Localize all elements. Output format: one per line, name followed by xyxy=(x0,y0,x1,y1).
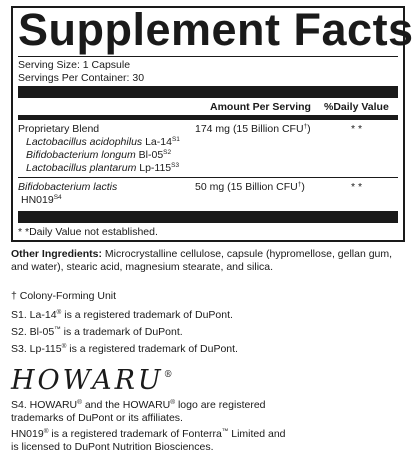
cfu-note: † Colony-Forming Unit xyxy=(11,290,117,302)
thick-divider-bottom xyxy=(18,211,398,223)
strain-lp115: Lactobacillus plantarum $Lp-115^{S3}$ xyxy=(26,162,180,174)
row-rule xyxy=(18,177,398,178)
lactis-species: Bifidobacterium lactis xyxy=(18,181,118,193)
lactis-amount: 50 mg (15 Billion CFU†) xyxy=(195,181,305,193)
dagger-mark: † xyxy=(303,123,308,130)
strain-bl05: Bifidobacterium longum $Bl-05^{S2}$ xyxy=(26,149,172,161)
amount-header: Amount Per Serving xyxy=(210,101,311,113)
note-s3: S3. Lp-115® is a registered trademark of DuPont. xyxy=(11,343,238,355)
daily-value-header: %Daily Value xyxy=(324,101,389,113)
medium-divider xyxy=(18,115,398,120)
blend-name: Proprietary Blend xyxy=(18,123,100,135)
other-ingredients: Other Ingredients: Microcrystalline cellulose, capsule (hypromellose, gellan gum, and water), stearic acid, magnesium stearate, and silica. xyxy=(11,248,393,273)
title-rule xyxy=(18,56,398,57)
daily-value-footnote: * *Daily Value not established. xyxy=(18,226,158,238)
blend-amount: 174 mg (15 Billion CFU†) xyxy=(195,123,311,135)
strain-la14: Lactobacillus acidophilus $La-14^{S1}$ xyxy=(26,136,180,148)
note-s1: S1. La-14® is a registered trademark of DuPont. xyxy=(11,309,233,321)
serving-size: Serving Size: 1 Capsule xyxy=(18,59,131,71)
blend-dv: * * xyxy=(351,123,363,135)
servings-per-container: Servings Per Container: 30 xyxy=(18,72,145,84)
panel-title: Supplement Facts xyxy=(18,4,414,55)
supplement-facts-panel xyxy=(11,4,414,242)
lactis-dv: * * xyxy=(351,181,363,193)
note-s2: S2. Bl-05™ is a trademark of DuPont. xyxy=(11,326,183,338)
trademark-s4: S4. HOWARU® and the HOWARU® logo are registered trademarks of DuPont or its affiliates. xyxy=(11,399,266,424)
trademark-hn019: HN019® is a registered trademark of Fonterra™ Limited and is licensed to DuPont Nutrition Biosciences. xyxy=(11,428,286,453)
lactis-strain: $HN019^{S4}$ xyxy=(21,194,62,206)
thick-divider-top xyxy=(18,86,398,98)
howaru-logo: HOWARU® xyxy=(11,365,176,396)
